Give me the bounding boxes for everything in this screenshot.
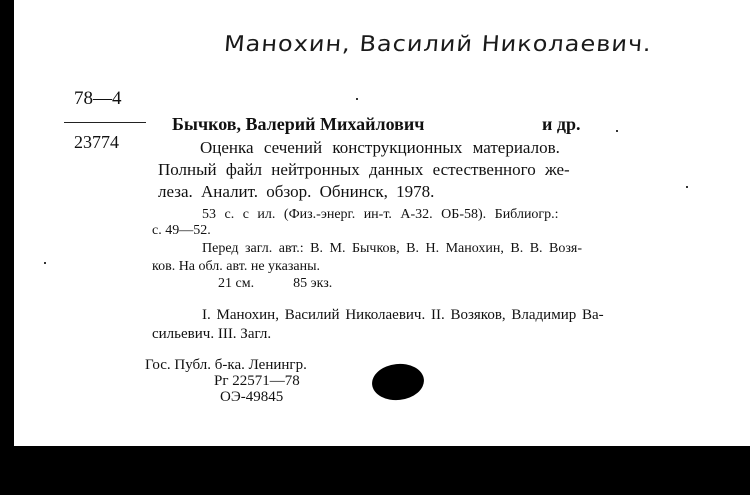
collation-line-2: с. 49—52. <box>152 223 211 238</box>
title-line-3: леза. Аналит. обзор. Обнинск, 1978. <box>158 182 435 201</box>
shelf-mark-divider <box>64 122 146 123</box>
title-line-1: Оценка сечений конструкционных материалов. <box>200 138 560 157</box>
library-line-3: ОЭ-49845 <box>220 389 284 405</box>
shelf-mark-bottom: 23774 <box>74 132 119 152</box>
library-line-1: Гос. Публ. б-ка. Ленингр. <box>145 357 307 373</box>
ink-blot <box>370 361 425 402</box>
size-line <box>218 275 332 293</box>
main-heading <box>172 114 581 135</box>
copies-value: 85 экз. <box>293 276 333 291</box>
speck <box>356 98 358 100</box>
speck <box>44 262 46 264</box>
speck <box>616 130 618 132</box>
size-value: 21 см. <box>218 276 255 291</box>
note-line-1: Перед загл. авт.: В. М. Бычков, В. Н. Манохин, В. В. Возя- <box>202 241 583 256</box>
tracing-line-1: I. Манохин, Василий Николаевич. II. Возяков, Владимир Ва- <box>202 307 604 323</box>
heading-author: Бычков, Валерий Михайлович <box>172 114 425 134</box>
library-line-2: Рг 22571—78 <box>214 373 300 389</box>
title-line-2: Полный файл нейтронных данных естественного же- <box>158 160 570 179</box>
heading-et-al: и др. <box>542 114 581 134</box>
note-line-2: ков. На обл. авт. не указаны. <box>152 259 320 274</box>
speck <box>686 186 688 188</box>
collation-line-1: 53 с. с ил. (Физ.-энерг. ин-т. А-32. ОБ-58). Библиогр.: <box>202 207 559 222</box>
catalog-card <box>14 0 750 446</box>
shelf-mark-top: 78—4 <box>74 88 122 109</box>
tracing-line-2: сильевич. III. Загл. <box>152 326 272 342</box>
handwritten-name: Манохин, Василий Николаевич. <box>223 31 653 57</box>
